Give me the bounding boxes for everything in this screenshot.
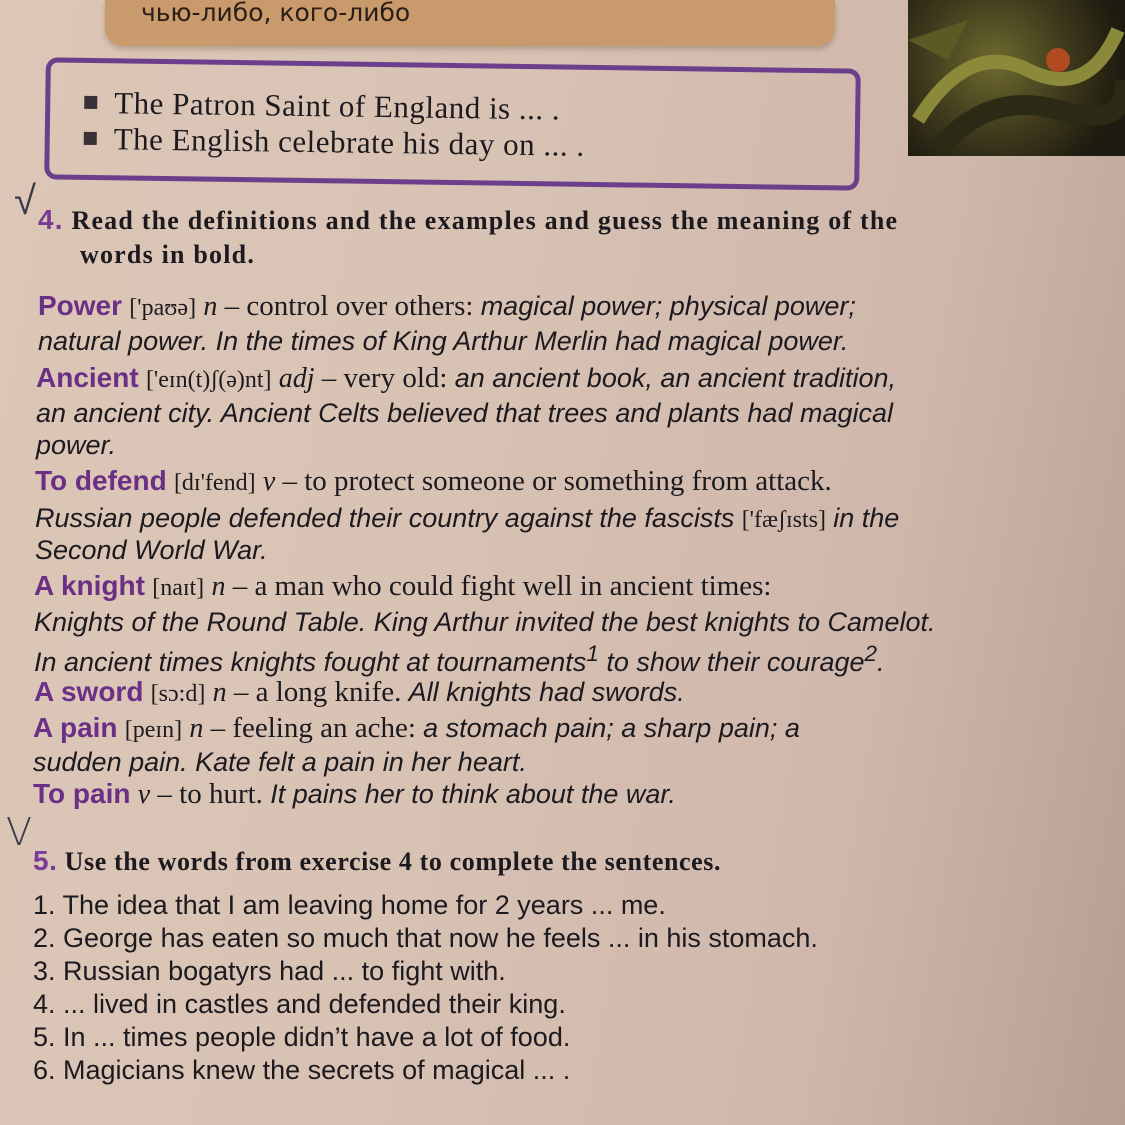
definition-knight: A knight [naɪt] n – a man who could fight well in ancient times: — [34, 570, 772, 602]
sentence-item: 4. ... lived in castles and defended their king. — [33, 989, 566, 1019]
sentence-item: 3. Russian bogatyrs had ... to fight with. — [33, 956, 506, 986]
example-pain-noun: sudden pain. Kate felt a pain in her heart. — [33, 747, 527, 777]
exercise-4-instruction: 4. Read the definitions and the examples and guess the meaning of the — [38, 204, 899, 235]
example-knight: Knights of the Round Table. King Arthur invited the best knights to Camelot. — [34, 607, 936, 637]
exercise-5-instruction: 5. Use the words from exercise 4 to complete the sentences. — [33, 845, 722, 876]
definition-defend: To defend [dɪ'fend] v – to protect someone or something from attack. — [35, 465, 832, 497]
box-line-1: The Patron Saint of England is ... . — [114, 85, 560, 127]
definition-pain-verb: To pain v – to hurt. It pains her to think about the war. — [33, 778, 676, 810]
checkmark-icon: √ — [14, 178, 36, 224]
box-line-2: The English celebrate his day on ... . — [114, 121, 585, 164]
definition-pain-noun: A pain [peɪn] n – feeling an ache: a stomach pain; a sharp pain; a — [33, 712, 800, 744]
question-box — [44, 57, 861, 190]
definition-sword: A sword [sɔ:d] n – a long knife. All knights had swords. — [34, 676, 685, 708]
example-ancient: an ancient city. Ancient Celts believed that trees and plants had magical — [36, 398, 893, 428]
example-defend-cont: Second World War. — [35, 535, 268, 565]
checkmark-icon: V — [6, 810, 32, 854]
example-defend: Russian people defended their country against the fascists ['fæʃɪsts] in the — [35, 503, 900, 533]
exercise-4-instruction-cont: words in bold. — [80, 240, 256, 269]
bullet-icon — [84, 132, 97, 145]
example-power: natural power. In the times of King Arthur Merlin had magical power. — [38, 326, 849, 356]
sentence-item: 6. Magicians knew the secrets of magical ... . — [33, 1055, 571, 1085]
example-ancient-cont: power. — [36, 430, 117, 460]
example-knight-cont: In ancient times knights fought at tournaments$^1$ to show their courage$^2$. — [34, 641, 885, 677]
sentence-item: 5. In ... times people didn’t have a lot of food. — [33, 1022, 571, 1052]
definition-ancient: Ancient ['eɪn(t)ʃ(ə)nt] adj – very old: an ancient book, an ancient tradition, — [36, 362, 897, 394]
definition-power: Power ['paʊə] n – control over others: magical power; physical power; — [38, 290, 856, 322]
top-tab-text: чью-либо, кого-либо — [141, 0, 411, 27]
sentence-item: 1. The idea that I am leaving home for 2 years ... me. — [33, 890, 666, 920]
top-tab — [105, 0, 835, 46]
dragon-illustration — [908, 0, 1125, 156]
bullet-icon — [84, 96, 97, 109]
sentence-item: 2. George has eaten so much that now he feels ... in his stomach. — [33, 923, 818, 953]
